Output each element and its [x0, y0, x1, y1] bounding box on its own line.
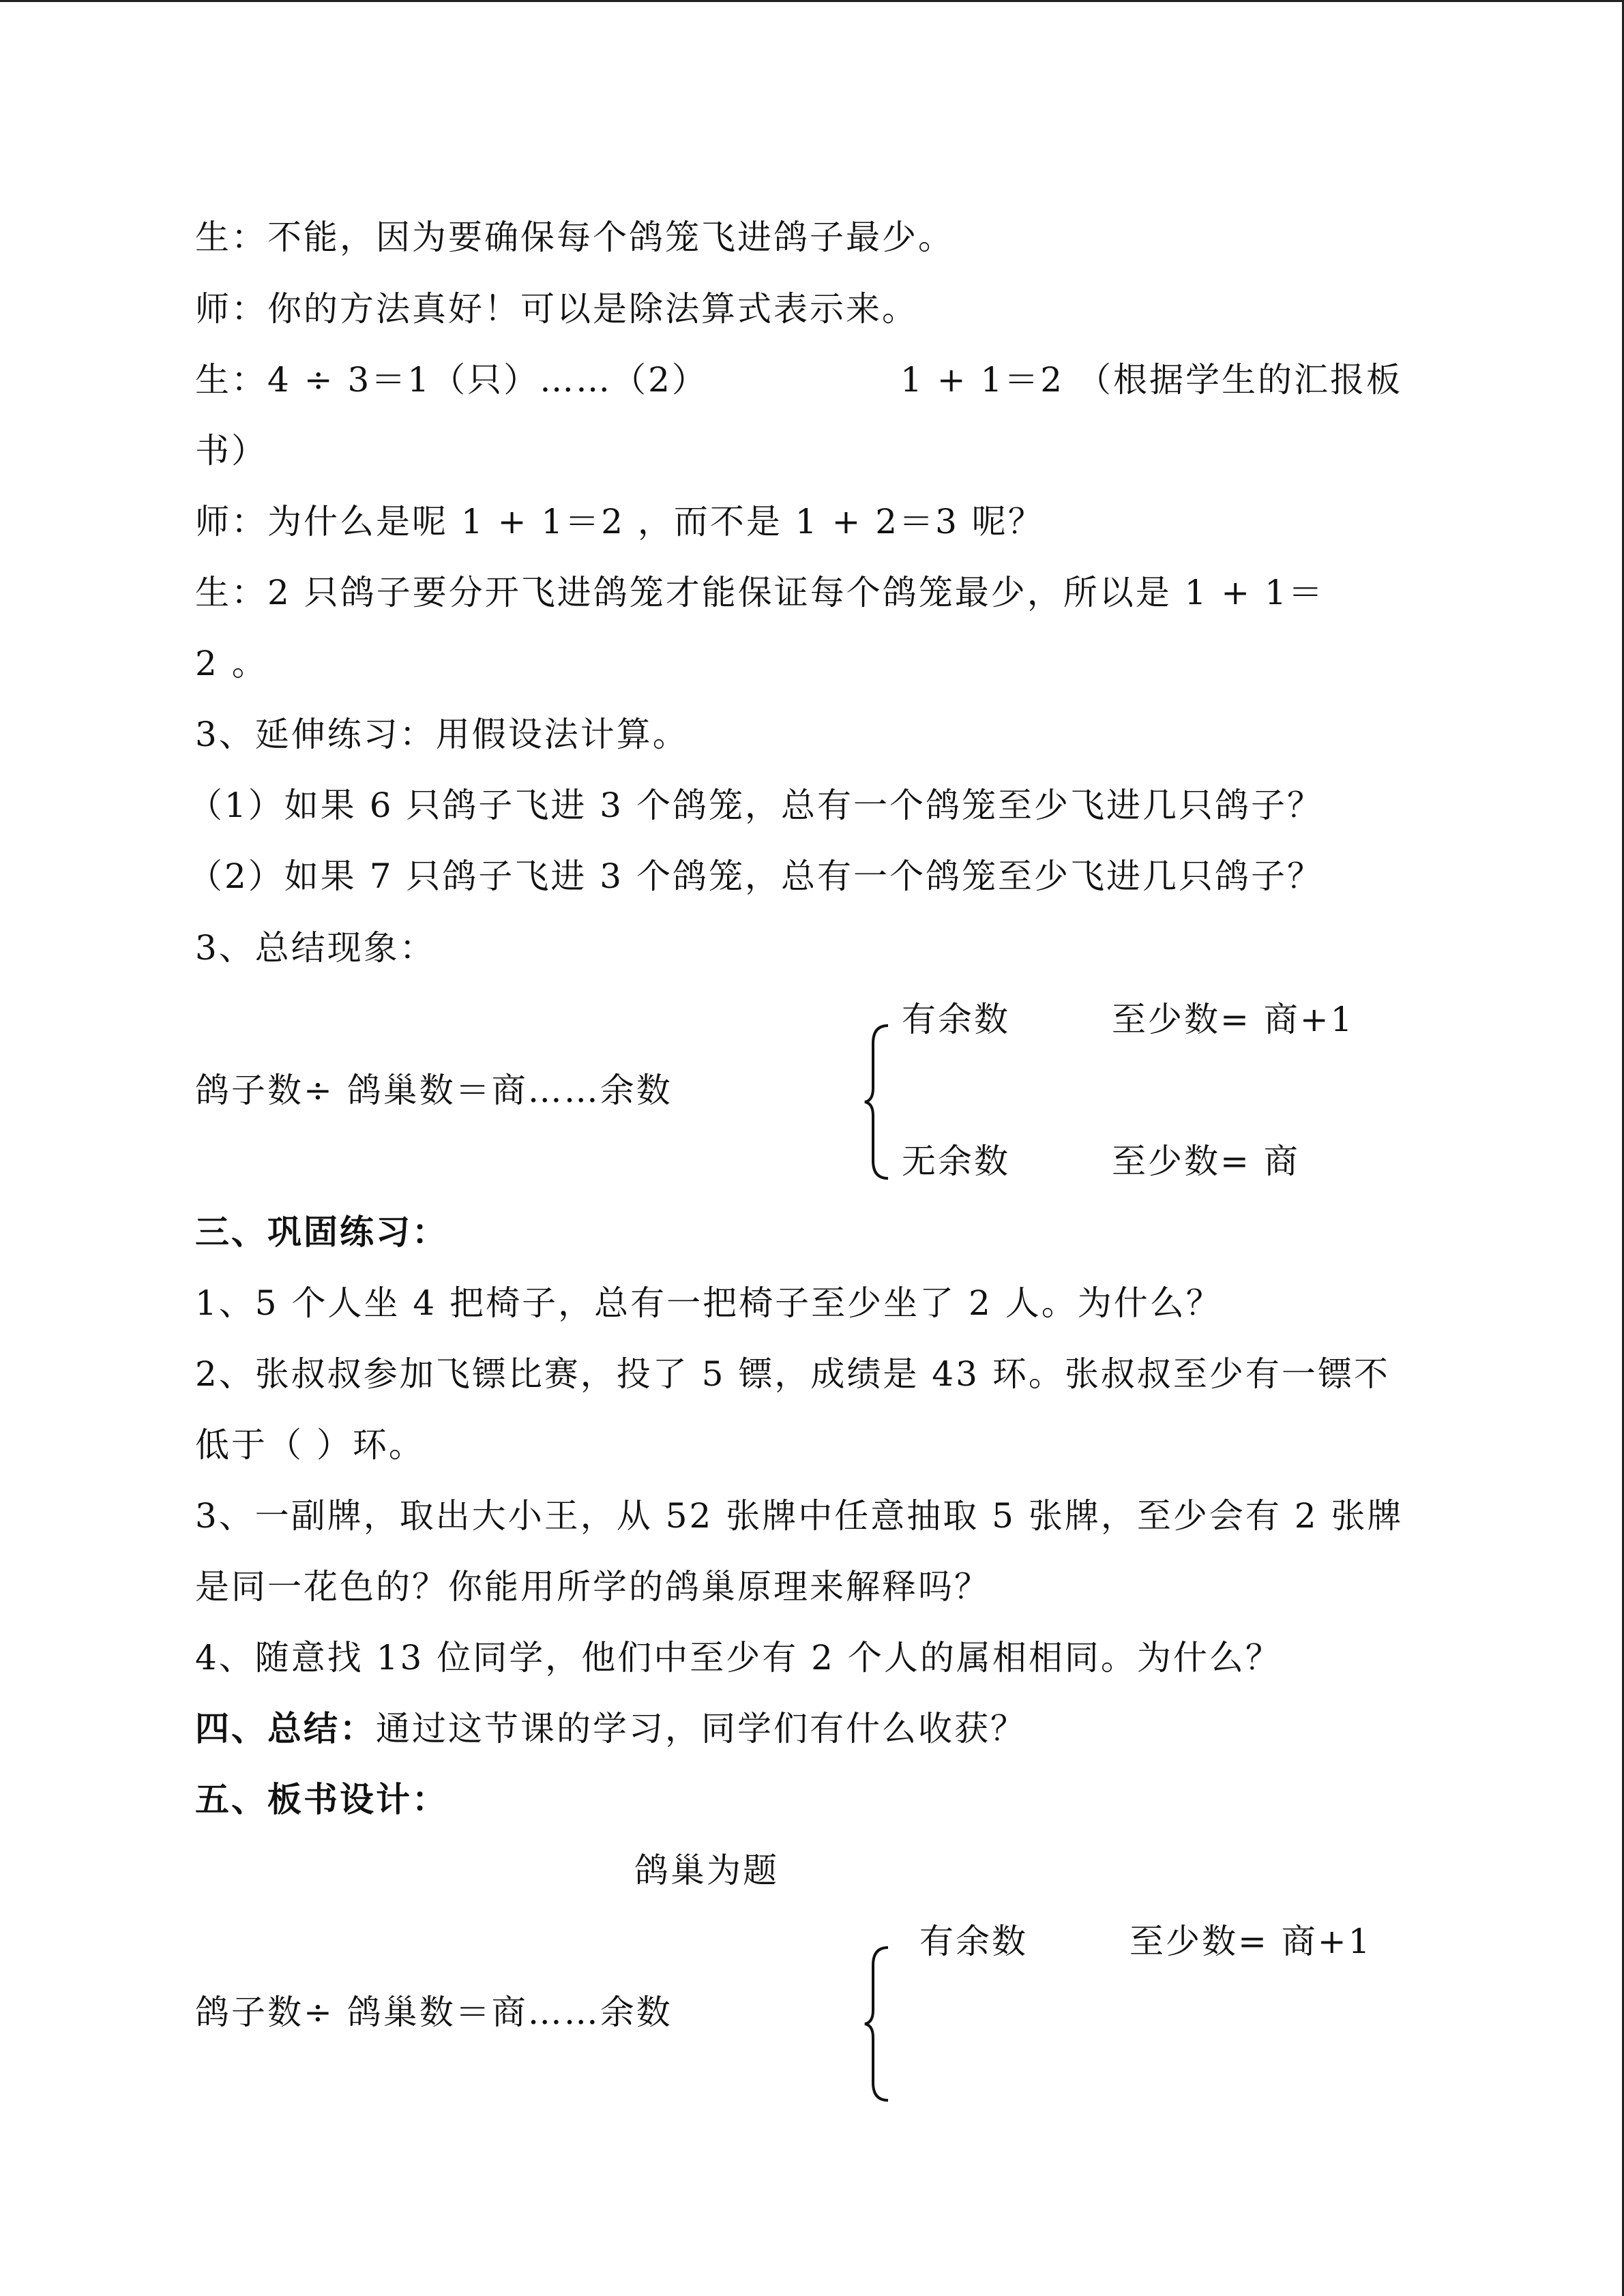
section-4-text: 通过这节课的学习，同学们有什么收获？ [376, 1709, 1027, 1748]
board-brace [861, 1945, 895, 2103]
exercise-1: 1、5 个人坐 4 把椅子，总有一把椅子至少坐了 2 人。为什么？ [195, 1283, 1222, 1323]
exercise-3: 3、一副牌，取出大小王，从 52 张牌中任意抽取 5 张牌，至少会有 2 张牌 [195, 1496, 1404, 1536]
board-has-remainder-result: 至少数= 商+1 [1130, 1922, 1372, 1961]
summary-has-remainder-result: 至少数= 商+1 [1112, 1000, 1355, 1039]
board-title: 鸽巢为题 [634, 1851, 779, 1890]
summary-no-remainder: 无余数 [902, 1142, 1010, 1181]
exercise-2: 2、张叔叔参加飞镖比赛，投了 5 镖，成绩是 43 环。张叔叔至少有一镖不 [195, 1354, 1390, 1394]
section-3-title: 三、巩固练习： [195, 1212, 448, 1252]
text-line: （2）如果 7 只鸽子飞进 3 个鸽笼，总有一个鸽笼至少飞进几只鸽子？ [188, 856, 1324, 896]
summary-formula: 鸽子数÷ 鸽巢数＝商……余数 [195, 1071, 673, 1110]
text-line: 2 。 [195, 644, 268, 683]
text-line: 师：为什么是呢 1 + 1＝2 ，而不是 1 + 2＝3 呢？ [195, 502, 1044, 541]
summary-has-remainder: 有余数 [902, 1000, 1010, 1039]
section-4 [195, 1708, 1027, 1749]
text-line: 师：你的方法真好！可以是除法算式表示来。 [195, 289, 918, 329]
summary-brace [861, 1023, 895, 1181]
section-4-title: 四、总结： [195, 1708, 376, 1748]
text-line: 1 + 1＝2 （根据学生的汇报板 [900, 360, 1403, 400]
exercise-2-cont: 低于（ ）环。 [195, 1425, 425, 1465]
text-line: 3、延伸练习：用假设法计算。 [195, 715, 689, 754]
exercise-4: 4、随意找 13 位同学，他们中至少有 2 个人的属相相同。为什么？ [195, 1638, 1282, 1678]
board-has-remainder: 有余数 [919, 1922, 1028, 1961]
text-line: （1）如果 6 只鸽子飞进 3 个鸽笼，总有一个鸽笼至少飞进几只鸽子？ [188, 786, 1324, 825]
summary-no-remainder-result: 至少数= 商 [1112, 1142, 1300, 1181]
text-line: 生：2 只鸽子要分开飞进鸽笼才能保证每个鸽笼最少，所以是 1 + 1＝ [195, 573, 1325, 612]
text-line: 3、总结现象： [195, 928, 436, 968]
exercise-3-cont: 是同一花色的？你能用所学的鸽巢原理来解释吗？ [195, 1567, 990, 1607]
text-line: 生：4 ÷ 3＝1（只）……（2） [195, 360, 708, 400]
section-5-title: 五、板书设计： [195, 1779, 448, 1819]
text-line: 生：不能，因为要确保每个鸽笼飞进鸽子最少。 [195, 218, 954, 257]
text-line: 书） [195, 431, 267, 471]
board-formula: 鸽子数÷ 鸽巢数＝商……余数 [195, 1993, 673, 2032]
